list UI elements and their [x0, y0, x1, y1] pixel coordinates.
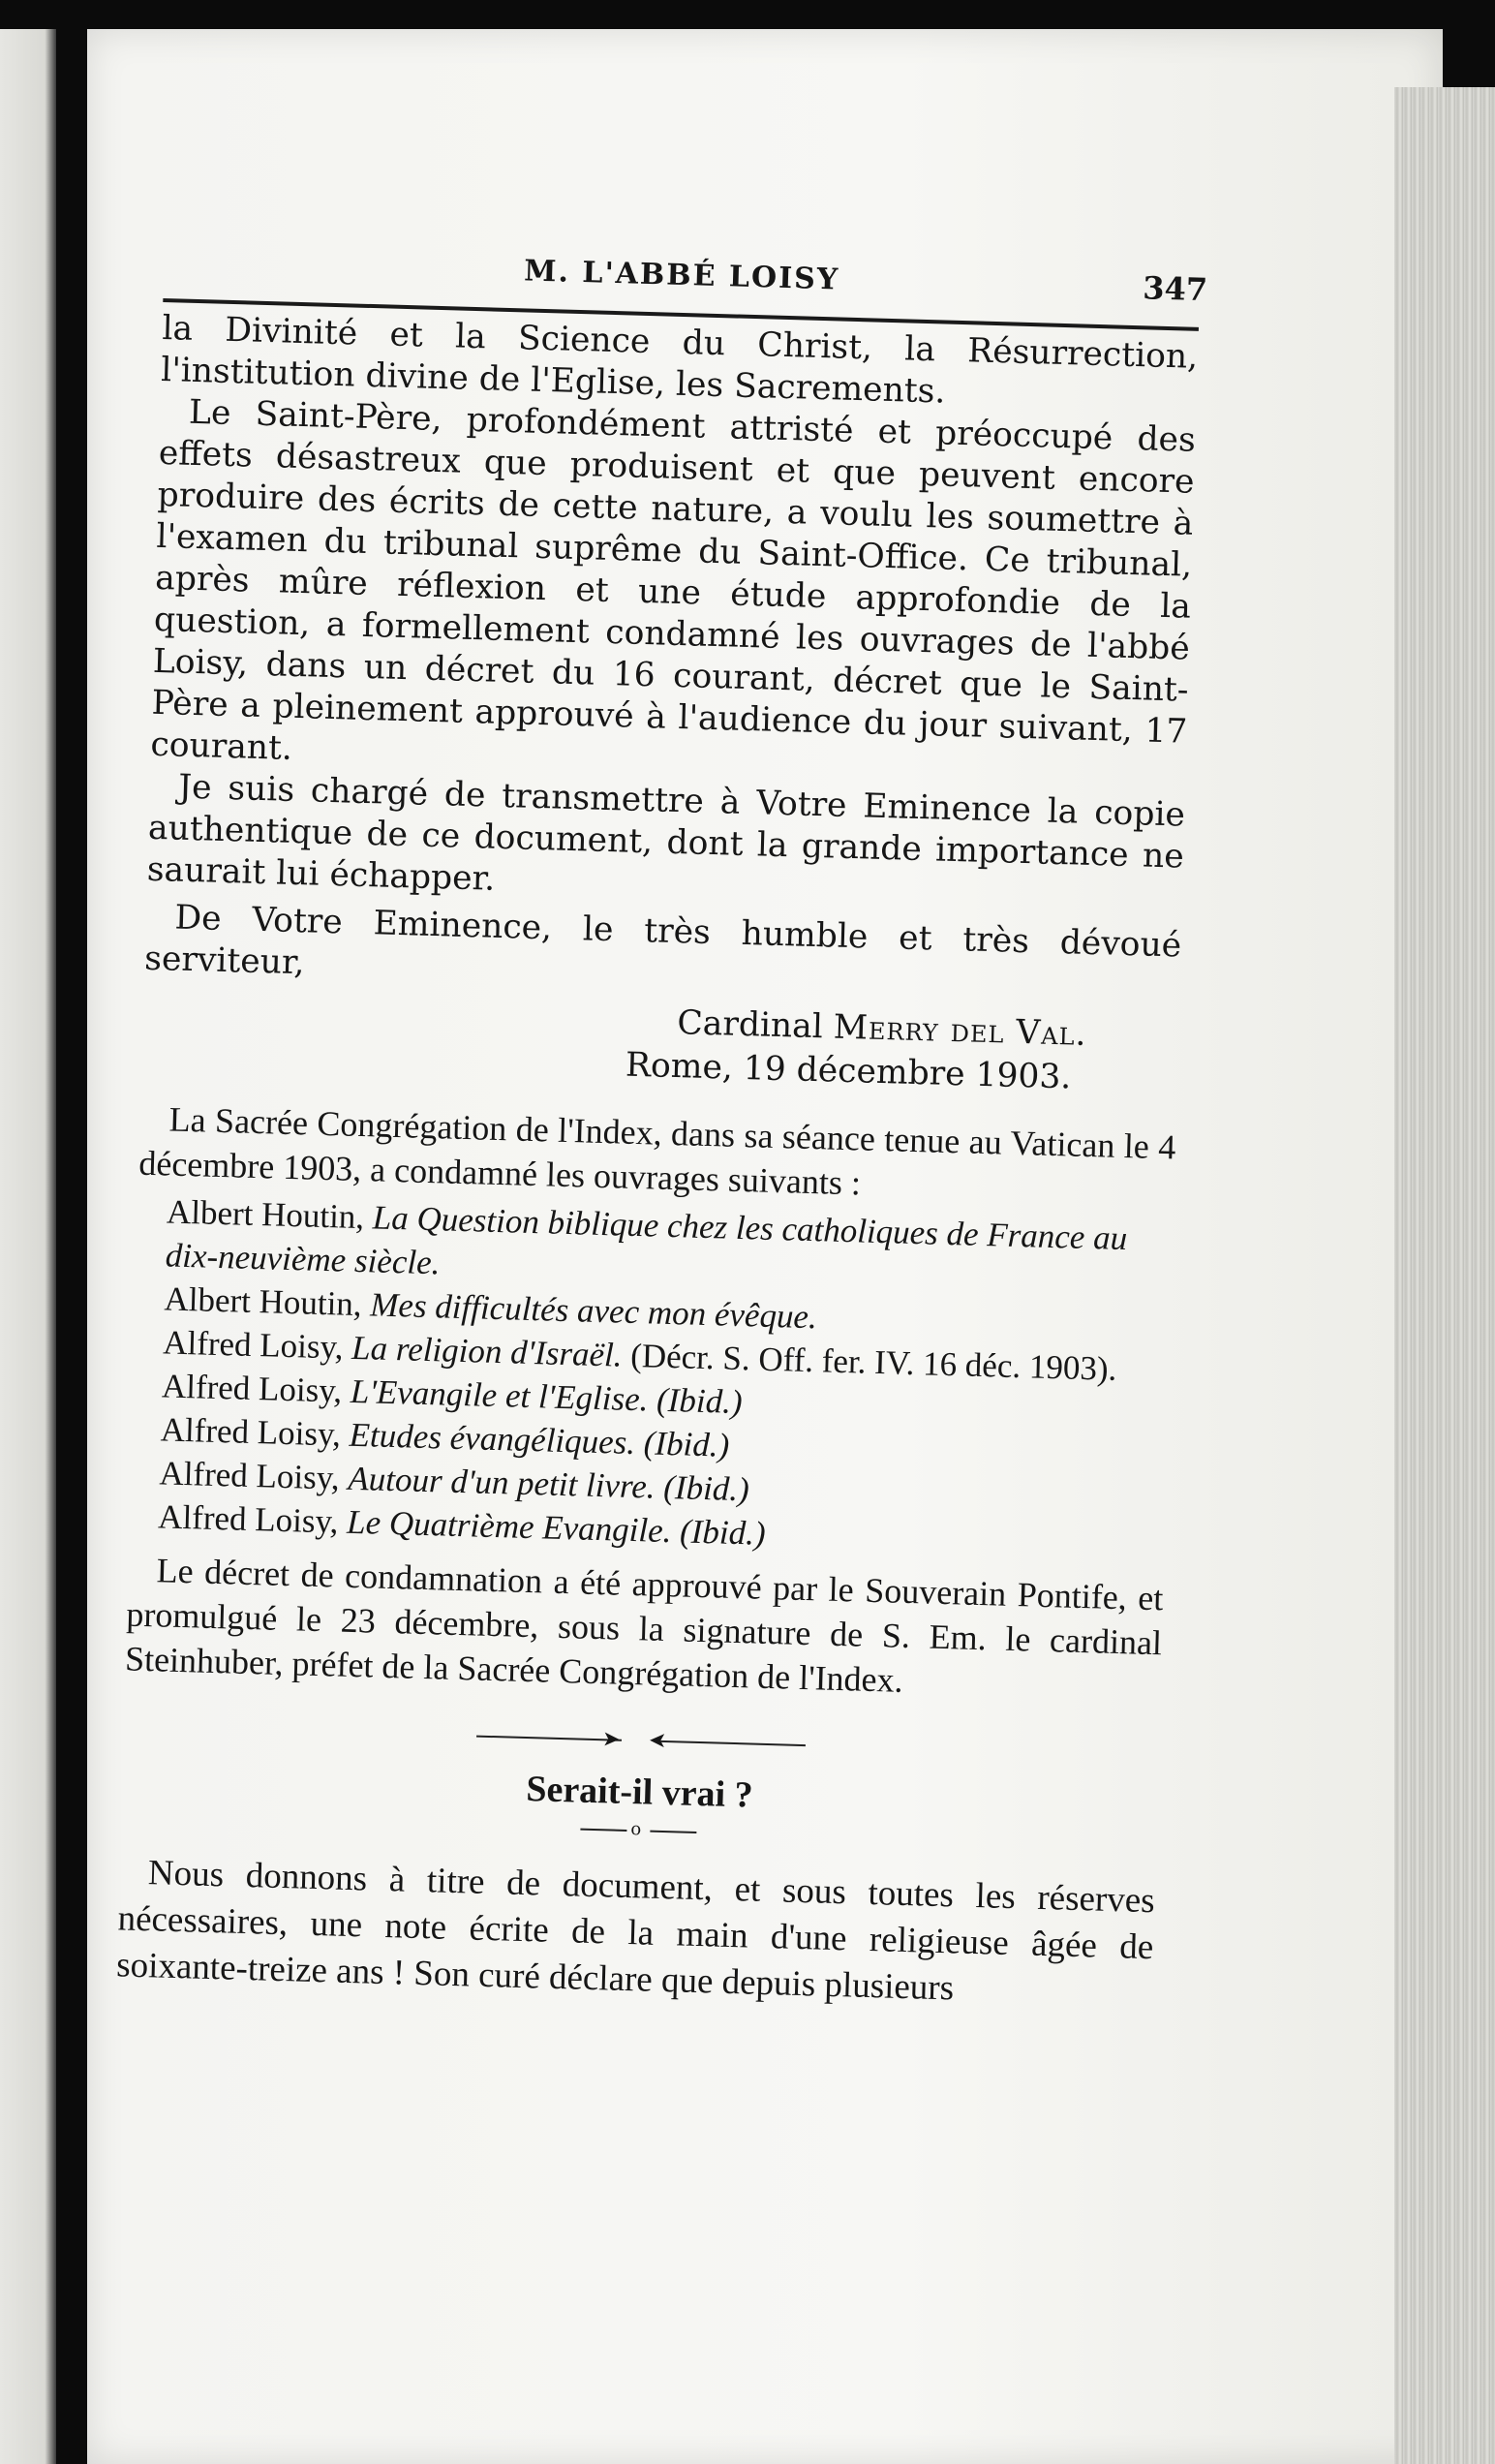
section-heading: Serait-il vrai ? [525, 1769, 754, 1816]
list-item: Alfred Loisy, La religion d'Israël. (Décr. S. Off. fer. IV. 16 déc. 1903). [162, 1323, 1117, 1388]
page-content [115, 242, 1208, 2017]
list-item: Alfred Loisy, Etudes évangéliques. (Ibid.) [160, 1410, 730, 1464]
list-item: Alfred Loisy, Le Quatrième Evangile. (Ibid.) [157, 1497, 767, 1553]
ornament-line-right [650, 1831, 696, 1833]
condemned-works-list [129, 1189, 1175, 1567]
decree-closing: Le décret de condamnation a été approuvé par le Souverain Pontife, et promulgué le 23 décembre, sous la signature de S. Em. le cardinal Steinhuber, préfet de la Sacrée Congrégation de l'Index. [124, 1551, 1164, 1700]
page-edges [1394, 87, 1495, 2464]
section-divider-ornament [476, 1728, 806, 1754]
list-item: Albert Houtin, Mes difficultés avec mon évêque. [163, 1279, 818, 1337]
index-decree [125, 1096, 1176, 1710]
divider-line-left [476, 1736, 622, 1741]
heading-ornament [580, 1819, 696, 1840]
letter-closing: De Votre Eminence, le très humble et très dévoué serviteur, [143, 898, 1182, 983]
letter-paragraph: la Divinité et la Science du Christ, la Résurrection, l'institution divine de l'Eglise, les Sacrements. [160, 308, 1199, 412]
letter-section [141, 308, 1199, 1102]
signature-prefix: Cardinal [676, 1003, 824, 1047]
arrow-right-icon: ➤ [601, 1727, 621, 1752]
dateline: Rome, 19 décembre 1903. [625, 1045, 1072, 1097]
list-item: Alfred Loisy, L'Evangile et l'Eglise. (Ibid.) [161, 1367, 744, 1422]
page-number: 347 [1142, 269, 1208, 309]
list-item: Alfred Loisy, Autour d'un petit livre. (Ibid.) [158, 1454, 750, 1509]
previous-page-edge [0, 29, 56, 2464]
divider-line-right [660, 1740, 806, 1746]
ornament-line-left [580, 1829, 626, 1832]
list-item: Albert Houtin, La Question biblique chez les catholiques de France au dix-neuvième siècle. [165, 1192, 1128, 1282]
decree-intro: La Sacrée Congrégation de l'Index, dans sa séance tenue au Vatican le 4 décembre 1903, a condamné les ouvrages suivants : [137, 1099, 1176, 1203]
signature-name: Merry del Val. [833, 1007, 1088, 1054]
letter-paragraph: Le Saint-Père, profondément attristé et préoccupé des effets désastreux que produisent et que peuvent encore produire des écrits de cette nature, a voulu les soumettre à l'examen du tribunal suprême du Saint-Office. Ce tribunal, après mûre réflexion et une étude approfondie de la question, a formellement condamné les ouvrages de l'abbé Loisy, dans un décret du 16 courant, décret que le Saint-Père a pleinement approuvé à l'audience du jour suivant, 17 courant. [149, 392, 1197, 768]
running-title: M. L'ABBÉ LOISY [523, 254, 840, 297]
arrow-left-icon: ➤ [648, 1728, 667, 1754]
letter-paragraph: Je suis chargé de transmettre à Votre Eminence la copie authentique de ce document, dont la grande importance ne saurait lui échapper. [146, 767, 1186, 899]
ornament-mark: o [630, 1819, 642, 1840]
section-paragraph: Nous donnons à titre de document, et sous toutes les réserves nécessaires, une note écrite de la main d'une religieuse âgée de soixante-treize ans ! Son curé déclare que depuis plusieurs [115, 1853, 1156, 2009]
